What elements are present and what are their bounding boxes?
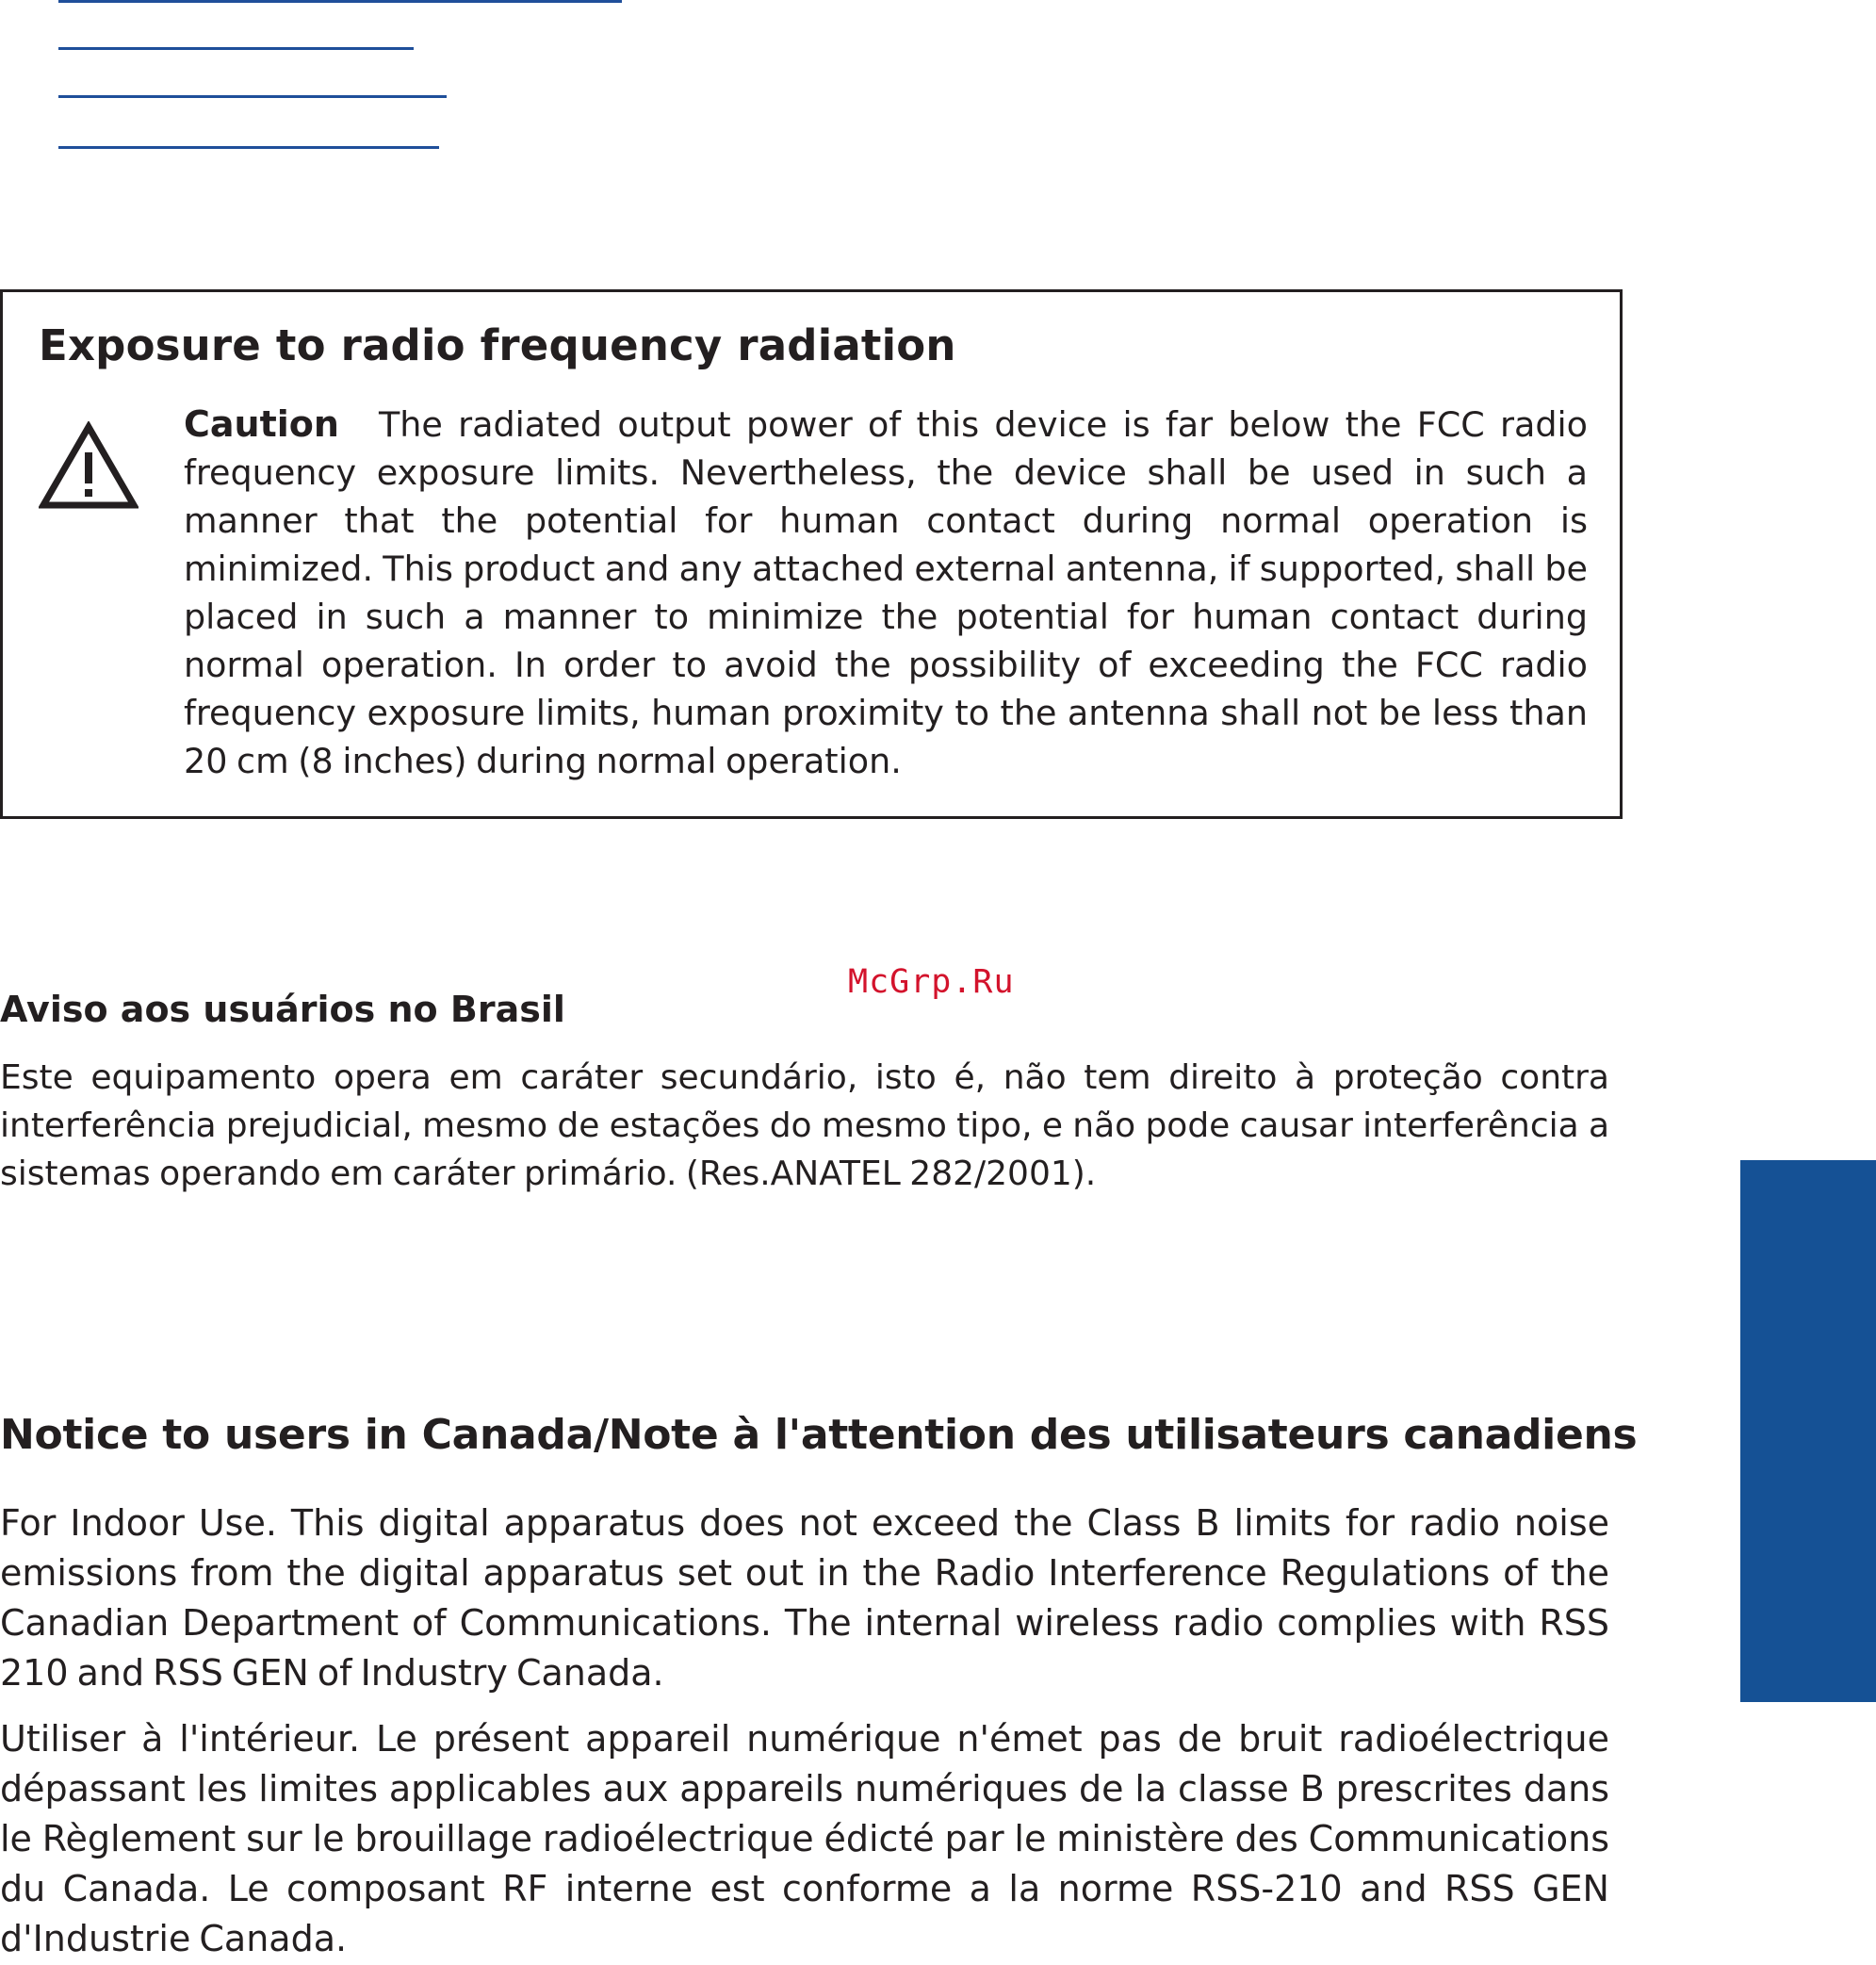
warning-triangle-icon (39, 421, 139, 512)
caution-text: The radiated output power of this device is far below the FCC radio frequency exposure limits. Nevertheless, the device shall be used in such a manner that the potential for human contact during normal operation is minimized. This product and any attached external antenna, if supported, shall be placed in such a manner to minimize the potential for human contact during normal operation. In order to avoid the possibility of exceeding the FCC radio frequency exposure limits, human proximity to the antenna shall not be less than 20 cm (8 inches) during normal operation. (184, 404, 1588, 781)
caution-label: Caution (184, 403, 339, 445)
canada-paragraph-fr: Utiliser à l'intérieur. Le présent appareil numérique n'émet pas de bruit radioélectrique dépassant les limites applicables aux appareils numériques de la classe B prescrites dans le Règlement sur le brouillage radioélectrique édicté par le ministère des Communications du Canada. Le composant RF interne est conforme a la norme RSS-210 and RSS GEN d'Industrie Canada. (0, 1718, 1609, 1959)
rf-exposure-box (0, 289, 1623, 819)
link-underline-4[interactable] (58, 146, 439, 149)
brasil-paragraph: Este equipamento opera em caráter secundário, isto é, não tem direito à proteção contra interferência prejudicial, mesmo de estações do mesmo tipo, e não pode causar interferência a sistemas operando em caráter primário. (Res.ANATEL 282/2001). (0, 1058, 1609, 1193)
link-underline-2[interactable] (58, 47, 414, 50)
link-underline-3[interactable] (58, 95, 447, 98)
link-underline-1[interactable] (58, 0, 622, 3)
chapter-side-tab (1740, 1160, 1876, 1702)
brasil-heading: Aviso aos usuários no Brasil (0, 989, 565, 1030)
watermark: McGrp.Ru (848, 963, 1015, 1001)
canada-heading: Notice to users in Canada/Note à l'attention des utilisateurs canadiens (0, 1411, 1638, 1459)
rf-exposure-title: Exposure to radio frequency radiation (39, 320, 956, 370)
caution-paragraph (184, 401, 1588, 785)
canada-paragraph-en: For Indoor Use. This digital apparatus does not exceed the Class B limits for radio noise emissions from the digital apparatus set out in the Radio Interference Regulations of the Canadian Department of Communications. The internal wireless radio complies with RSS 210 and RSS GEN of Industry Canada. (0, 1502, 1609, 1694)
